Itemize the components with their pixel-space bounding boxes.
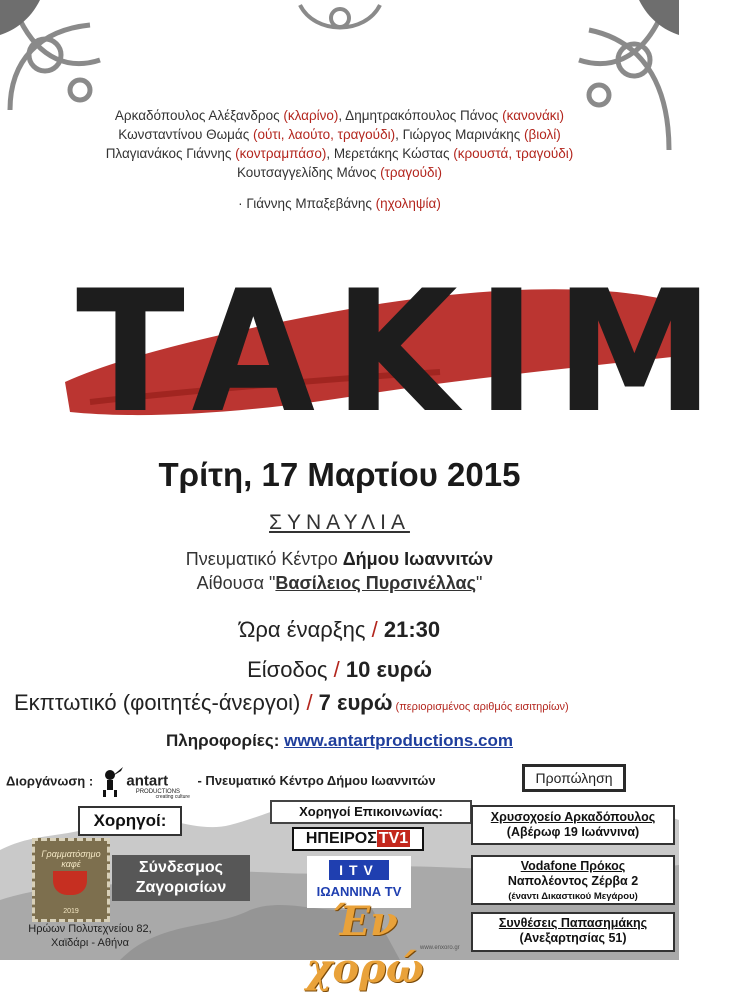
- epirus-tv1-logo: [292, 827, 424, 851]
- shop-address: Ναπολέοντος Ζέρβα 2: [507, 874, 639, 888]
- discount-note: (περιορισμένος αριθμός εισιτηρίων): [392, 701, 569, 713]
- info-label: Πληροφορίες:: [166, 731, 285, 750]
- organizer-label: Διοργάνωση :: [6, 773, 97, 789]
- organizer-text: - Πνευματικό Κέντρο Δήμου Ιωαννιτών: [197, 773, 436, 789]
- discount-label: Εκπτωτικό (φοιτητές-άνεργοι): [14, 690, 307, 715]
- presale-label: Προπώληση: [522, 764, 626, 792]
- credit-name: Κουτσαγγελίδης Μάνος: [236, 165, 381, 180]
- credit-role: (ηχοληψία): [375, 196, 441, 211]
- zagori-association-logo: Σύνδεσμος Ζαγορισίων: [112, 855, 250, 901]
- separator: /: [371, 617, 384, 642]
- title-block: [60, 254, 733, 450]
- organizer: [6, 767, 496, 801]
- discount-price: [14, 690, 569, 716]
- tv1-text: TV1: [378, 830, 409, 847]
- antart-logo-sub: PRODUCTIONS: [135, 789, 181, 796]
- credit-role: (κλαρίνο): [283, 108, 339, 123]
- ornament-top-center: [295, 0, 385, 45]
- credit-name: Αρκαδόπουλος Αλέξανδρος: [114, 108, 284, 123]
- en-xoro-url: www.enxoro.gr: [420, 945, 460, 951]
- credit-role: (κοντραμπάσο): [235, 146, 327, 161]
- presale-shop: [471, 855, 675, 905]
- cafe-year: 2019: [63, 908, 79, 915]
- sound-credit: [0, 196, 679, 211]
- entry-price: [0, 657, 679, 683]
- shop-name: Vodafone Πρόκος: [520, 859, 626, 873]
- information: [0, 731, 679, 751]
- entry-label: Είσοδος: [247, 657, 334, 682]
- shop-address: (Αβέρωφ 19 Ιωάννινα): [506, 825, 640, 839]
- credit-name: Κωνσταντίνου Θωμάς: [118, 127, 253, 142]
- shop-name: Χρυσοχοείο Αρκαδόπουλος: [490, 810, 656, 824]
- credit-name: , Γιώργος Μαρινάκης: [395, 127, 524, 142]
- venue-municipality: Δήμου Ιωαννιτών: [342, 549, 494, 569]
- separator: /: [333, 657, 346, 682]
- credit-name: , Δημητρακόπουλος Πάνος: [338, 108, 503, 123]
- separator: /: [306, 690, 319, 715]
- event-date: Τρίτη, 17 Μαρτίου 2015: [158, 456, 521, 493]
- venue: [0, 547, 679, 595]
- shop-name: Συνθέσεις Παπασημάκης: [498, 916, 648, 930]
- antart-logo-tagline: creating culture: [155, 794, 190, 801]
- discount-value: 7 ευρώ: [318, 690, 393, 715]
- credit-name: Πλαγιανάκος Γιάννης: [105, 146, 236, 161]
- venue-text: Αίθουσα ": [196, 573, 276, 593]
- ornament-top-left: [0, 0, 110, 120]
- credit-role: (τραγούδι): [380, 165, 443, 180]
- sponsor-address: [20, 922, 160, 950]
- epirus-text: ΗΠΕΙΡΟΣ: [305, 830, 377, 847]
- start-time: [0, 617, 679, 643]
- antart-figure-icon: [97, 767, 123, 797]
- venue-text: Πνευματικό Κέντρο: [185, 549, 343, 569]
- info-link[interactable]: www.antartproductions.com: [284, 731, 513, 750]
- cafe-name: Γραμματόσημο καφέ: [41, 849, 101, 869]
- antart-logo: antart: [126, 772, 169, 790]
- itv-name: ΙΩΑΝΝΙΝΑ TV: [316, 884, 402, 899]
- musician-credits: [0, 106, 679, 182]
- entry-value: 10 ευρώ: [345, 657, 432, 682]
- credit-role: (ούτι, λαούτο, τραγούδι): [253, 127, 396, 142]
- time-label: Ώρα έναρξης: [238, 617, 372, 642]
- sponsors-label: Χορηγοί:: [78, 806, 182, 836]
- presale-shop: [471, 805, 675, 845]
- en-xoro-logo: Έν χορώ: [306, 898, 424, 992]
- title: TAKIM: [76, 254, 733, 450]
- media-sponsors-label: Χορηγοί Επικοινωνίας:: [270, 800, 472, 824]
- credit-role: (βιολί): [523, 127, 561, 142]
- shop-note: (έναντι Δικαστικού Μεγάρου): [508, 891, 638, 902]
- coffee-cup-icon: [53, 871, 87, 895]
- credit-name: , Μερετάκης Κώστας: [326, 146, 454, 161]
- grammatosimo-cafe-logo: [32, 838, 110, 922]
- credit-role: (κρουστά, τραγούδι): [453, 146, 574, 161]
- venue-hall: Βασίλειος Πυρσινέλλας: [275, 573, 476, 593]
- shop-address: (Ανεξαρτησίας 51): [519, 931, 627, 945]
- venue-text: ": [475, 573, 483, 593]
- address-line: Ηρώων Πολυτεχνείου 82,: [28, 923, 152, 935]
- address-line: Χαϊδάρι - Αθήνα: [51, 937, 129, 949]
- time-value: 21:30: [383, 617, 441, 642]
- credit-role: (κανονάκι): [502, 108, 565, 123]
- itv-text: ITV: [329, 860, 389, 880]
- presale-shop: [471, 912, 675, 952]
- concert-label: ΣΥΝΑΥΛΙΑ: [269, 511, 410, 534]
- credit-name: · Γιάννης Μπαξεβάνης: [238, 196, 376, 211]
